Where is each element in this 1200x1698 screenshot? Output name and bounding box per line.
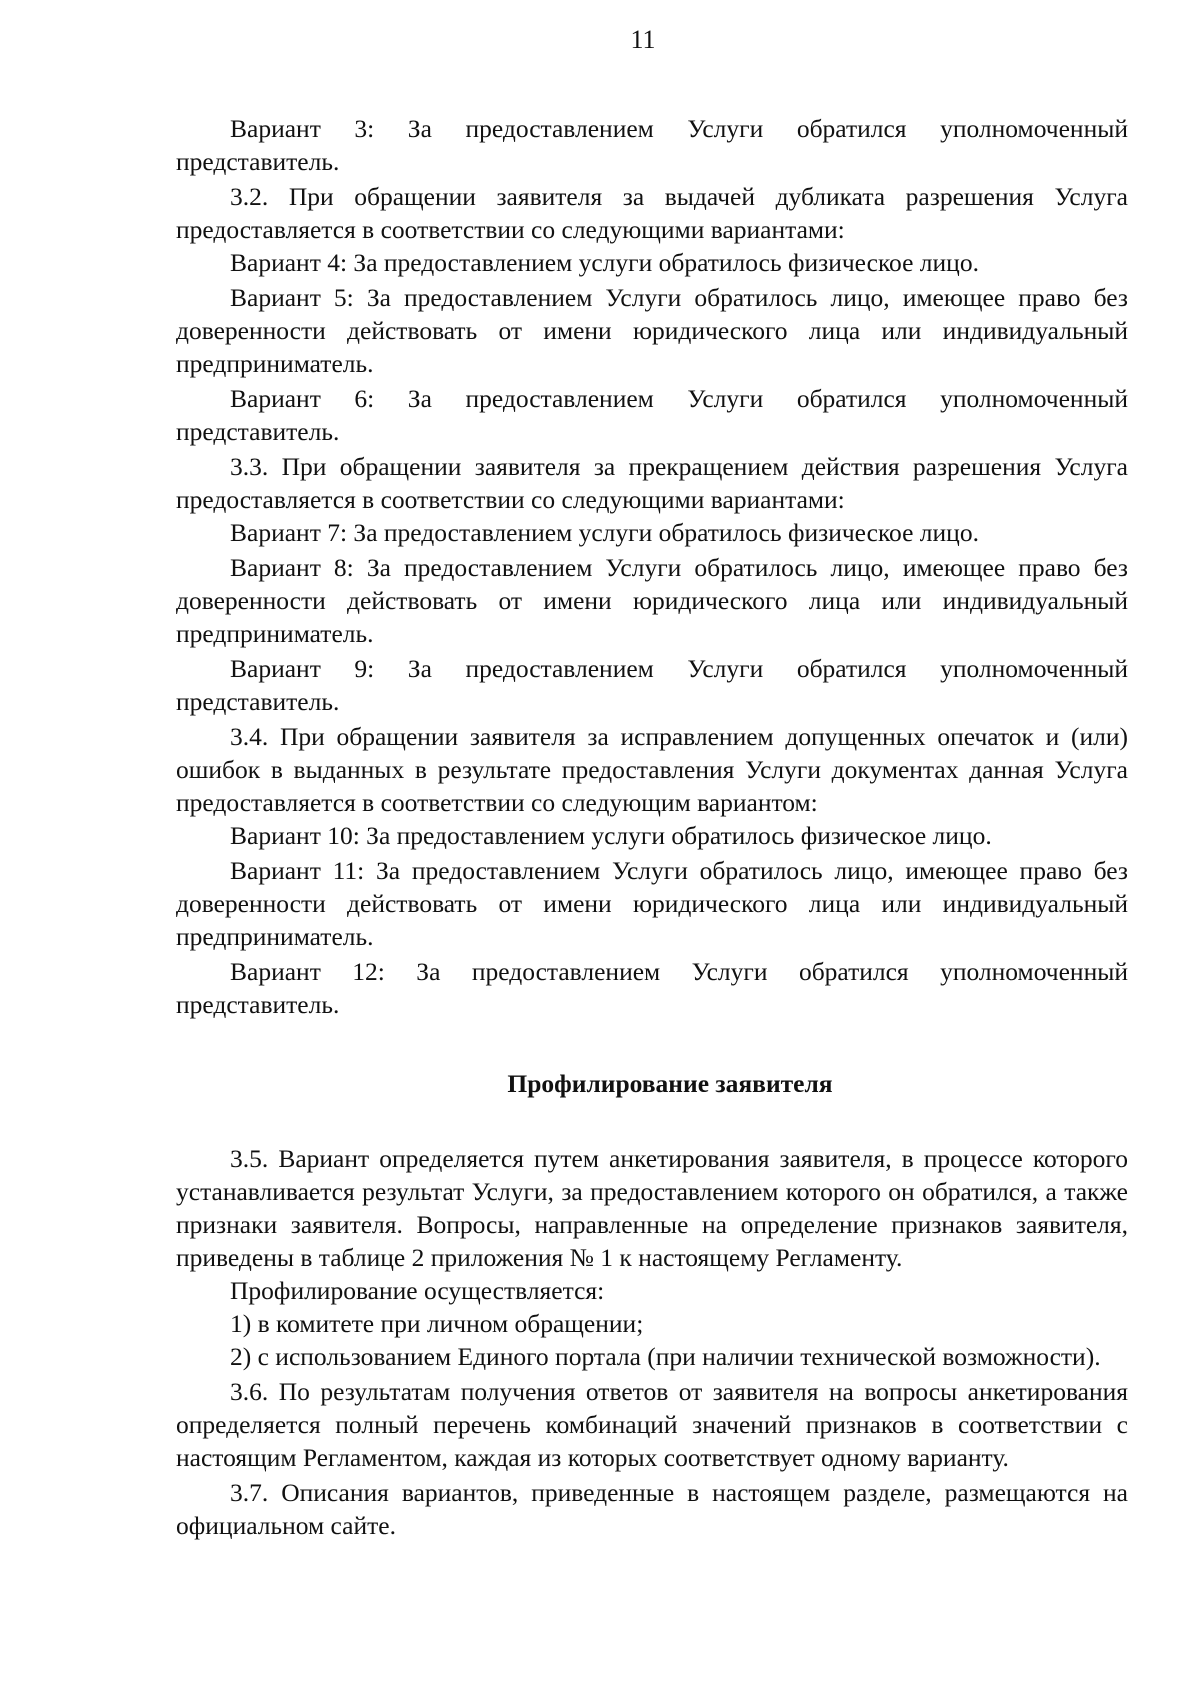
paragraph-3-7: 3.7. Описания вариантов, приведенные в настоящем разделе, размещаются на официальном сайте. — [176, 1478, 1128, 1540]
paragraph-variant-10: Вариант 10: За предоставлением услуги обратилось физическое лицо. — [230, 821, 992, 850]
paragraph-profiling-item-2: 2) с использованием Единого портала (при наличии технической возможности). — [230, 1342, 1101, 1371]
paragraph-3-6: 3.6. По результатам получения ответов от заявителя на вопросы анкетирования определяется полный перечень комбинаций значений признаков в соответствии с настоящим Регламентом, каждая из которых соответствует одному варианту. — [176, 1377, 1128, 1472]
paragraph-profiling-item-1: 1) в комитете при личном обращении; — [230, 1309, 644, 1338]
paragraph-3-3: 3.3. При обращении заявителя за прекращением действия разрешения Услуга предоставляется в соответствии со следующими вариантами: — [176, 452, 1128, 514]
paragraph-variant-5: Вариант 5: За предоставлением Услуги обратилось лицо, имеющее право без доверенности действовать от имени юридического лица или индивидуальный предприниматель. — [176, 283, 1128, 378]
page-number: 11 — [630, 25, 656, 54]
paragraph-3-2: 3.2. При обращении заявителя за выдачей дубликата разрешения Услуга предоставляется в соответствии со следующими вариантами: — [176, 182, 1128, 244]
section-heading: Профилирование заявителя — [507, 1069, 833, 1098]
paragraph-variant-12: Вариант 12: За предоставлением Услуги обратился уполномоченный представитель. — [176, 957, 1128, 1019]
paragraph-variant-8: Вариант 8: За предоставлением Услуги обратилось лицо, имеющее право без доверенности действовать от имени юридического лица или индивидуальный предприниматель. — [176, 553, 1128, 648]
document-body — [176, 112, 1128, 1542]
paragraph-3-4: 3.4. При обращении заявителя за исправлением допущенных опечаток и (или) ошибок в выданных в результате предоставления Услуги документах данная Услуга предоставляется в соответствии со следующим вариантом: — [176, 722, 1128, 817]
paragraph-variant-7: Вариант 7: За предоставлением услуги обратилось физическое лицо. — [230, 518, 979, 547]
paragraph-variant-4: Вариант 4: За предоставлением услуги обратилось физическое лицо. — [230, 248, 979, 277]
paragraph-variant-3: Вариант 3: За предоставлением Услуги обратился уполномоченный представитель. — [176, 114, 1128, 176]
paragraph-variant-11: Вариант 11: За предоставлением Услуги обратилось лицо, имеющее право без доверенности действовать от имени юридического лица или индивидуальный предприниматель. — [176, 856, 1128, 951]
paragraph-profiling-intro: Профилирование осуществляется: — [230, 1276, 605, 1305]
paragraph-variant-6: Вариант 6: За предоставлением Услуги обратился уполномоченный представитель. — [176, 384, 1128, 446]
paragraph-variant-9: Вариант 9: За предоставлением Услуги обратился уполномоченный представитель. — [176, 654, 1128, 716]
paragraph-3-5: 3.5. Вариант определяется путем анкетирования заявителя, в процессе которого устанавливается результат Услуги, за предоставлением которого он обратился, а также признаки заявителя. Вопросы, направленные на определение признаков заявителя, приведены в таблице 2 приложения № 1 к настоящему Регламенту. — [176, 1144, 1128, 1272]
